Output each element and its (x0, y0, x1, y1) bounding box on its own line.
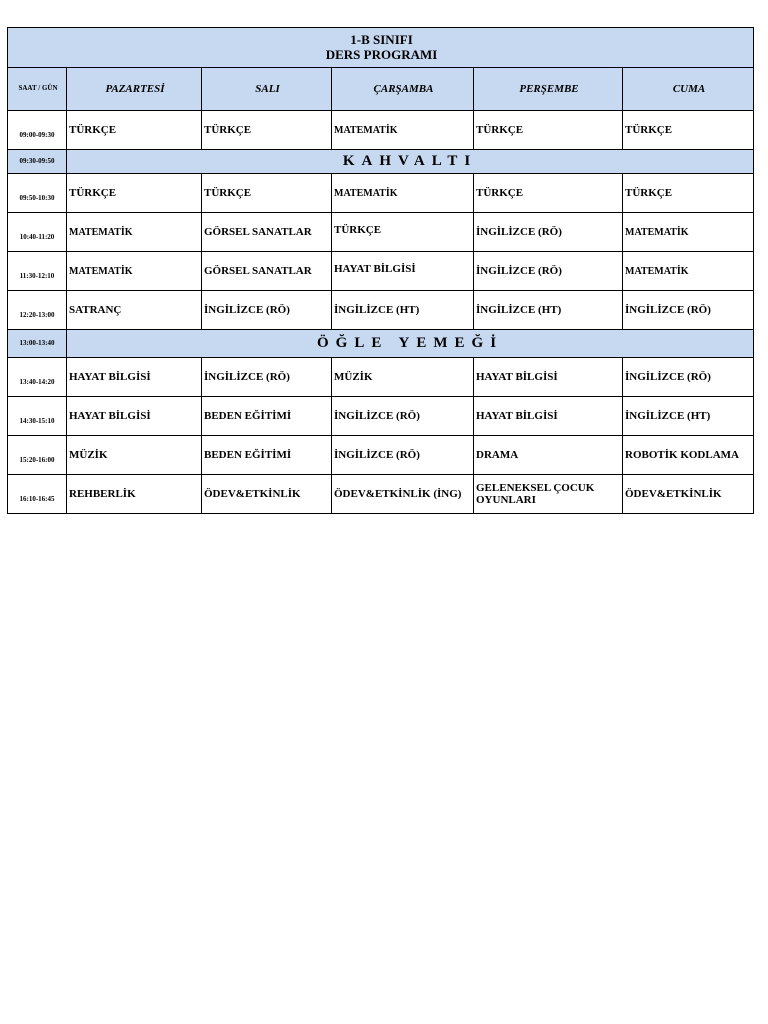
lesson-cell-monday: REHBERLİK (67, 475, 202, 514)
lesson-row (8, 475, 754, 514)
program-name: DERS PROGRAMI (325, 46, 438, 62)
lesson-cell-monday: SATRANÇ (67, 291, 202, 330)
break-label: KAHVALTI (67, 150, 754, 174)
break-row (8, 330, 754, 358)
lesson-cell-tuesday: TÜRKÇE (202, 111, 332, 150)
class-name: 1-B SINIFI (350, 32, 413, 48)
lesson-cell-tuesday: İNGİLİZCE (RÖ) (202, 291, 332, 330)
lesson-cell-thursday: İNGİLİZCE (RÖ) (474, 252, 623, 291)
lesson-row (8, 174, 754, 213)
lesson-cell-tuesday: İNGİLİZCE (RÖ) (202, 358, 332, 397)
lesson-cell-monday: TÜRKÇE (67, 111, 202, 150)
lesson-cell-thursday: DRAMA (474, 436, 623, 475)
lesson-cell-friday: ÖDEV&ETKİNLİK (623, 475, 754, 514)
lesson-cell-friday: İNGİLİZCE (RÖ) (623, 358, 754, 397)
lesson-cell-wednesday: MATEMATİK (332, 111, 474, 150)
lesson-cell-friday: İNGİLİZCE (HT) (623, 397, 754, 436)
time-day-header: SAAT / GÜN (8, 68, 67, 111)
time-slot: 09:30-09:50 (8, 150, 67, 174)
lesson-cell-monday: HAYAT BİLGİSİ (67, 358, 202, 397)
lesson-cell-friday: İNGİLİZCE (RÖ) (623, 291, 754, 330)
lesson-row (8, 436, 754, 475)
lesson-cell-thursday: TÜRKÇE (474, 174, 623, 213)
lesson-row (8, 252, 754, 291)
lesson-cell-friday: ROBOTİK KODLAMA (623, 436, 754, 475)
lesson-cell-thursday: HAYAT BİLGİSİ (474, 397, 623, 436)
lesson-cell-thursday: İNGİLİZCE (RÖ) (474, 213, 623, 252)
lesson-row (8, 213, 754, 252)
schedule-title (8, 28, 754, 68)
lesson-cell-monday: MATEMATİK (67, 213, 202, 252)
header-row (8, 68, 754, 111)
time-slot: 11:30-12:10 (8, 252, 67, 291)
lesson-cell-monday: MATEMATİK (67, 252, 202, 291)
lesson-row (8, 291, 754, 330)
lesson-cell-wednesday: İNGİLİZCE (RÖ) (332, 436, 474, 475)
lesson-row (8, 397, 754, 436)
schedule-table (7, 27, 754, 514)
time-slot: 12:20-13:00 (8, 291, 67, 330)
time-slot: 13:00-13:40 (8, 330, 67, 358)
time-slot: 13:40-14:20 (8, 358, 67, 397)
lesson-cell-thursday: İNGİLİZCE (HT) (474, 291, 623, 330)
lesson-cell-tuesday: BEDEN EĞİTİMİ (202, 397, 332, 436)
lesson-cell-tuesday: TÜRKÇE (202, 174, 332, 213)
lesson-cell-thursday: HAYAT BİLGİSİ (474, 358, 623, 397)
time-slot: 10:40-11:20 (8, 213, 67, 252)
lesson-cell-wednesday: HAYAT BİLGİSİ (332, 252, 474, 291)
lesson-cell-friday: MATEMATİK (623, 252, 754, 291)
lesson-cell-wednesday: ÖDEV&ETKİNLİK (İNG) (332, 475, 474, 514)
lesson-cell-wednesday: MÜZİK (332, 358, 474, 397)
time-slot: 09:50-10:30 (8, 174, 67, 213)
day-header-wednesday: ÇARŞAMBA (332, 68, 474, 111)
lesson-row (8, 358, 754, 397)
break-label: ÖĞLE YEMEĞİ (67, 330, 754, 358)
lesson-cell-tuesday: BEDEN EĞİTİMİ (202, 436, 332, 475)
lesson-cell-friday: MATEMATİK (623, 213, 754, 252)
time-slot: 16:10-16:45 (8, 475, 67, 514)
day-header-thursday: PERŞEMBE (474, 68, 623, 111)
lesson-cell-wednesday: İNGİLİZCE (HT) (332, 291, 474, 330)
lesson-cell-wednesday: TÜRKÇE (332, 213, 474, 252)
lesson-cell-monday: HAYAT BİLGİSİ (67, 397, 202, 436)
break-row (8, 150, 754, 174)
lesson-cell-friday: TÜRKÇE (623, 174, 754, 213)
lesson-cell-tuesday: ÖDEV&ETKİNLİK (202, 475, 332, 514)
time-slot: 14:30-15:10 (8, 397, 67, 436)
lesson-cell-tuesday: GÖRSEL SANATLAR (202, 252, 332, 291)
lesson-cell-thursday: GELENEKSEL ÇOCUK OYUNLARI (474, 475, 623, 514)
time-slot: 09:00-09:30 (8, 111, 67, 150)
time-slot: 15:20-16:00 (8, 436, 67, 475)
lesson-cell-friday: TÜRKÇE (623, 111, 754, 150)
lesson-cell-tuesday: GÖRSEL SANATLAR (202, 213, 332, 252)
lesson-cell-wednesday: MATEMATİK (332, 174, 474, 213)
lesson-cell-monday: TÜRKÇE (67, 174, 202, 213)
lesson-cell-wednesday: İNGİLİZCE (RÖ) (332, 397, 474, 436)
schedule-body (8, 28, 754, 514)
day-header-tuesday: SALI (202, 68, 332, 111)
day-header-monday: PAZARTESİ (67, 68, 202, 111)
title-row (8, 28, 754, 68)
day-header-friday: CUMA (623, 68, 754, 111)
lesson-cell-monday: MÜZİK (67, 436, 202, 475)
lesson-cell-thursday: TÜRKÇE (474, 111, 623, 150)
lesson-row (8, 111, 754, 150)
